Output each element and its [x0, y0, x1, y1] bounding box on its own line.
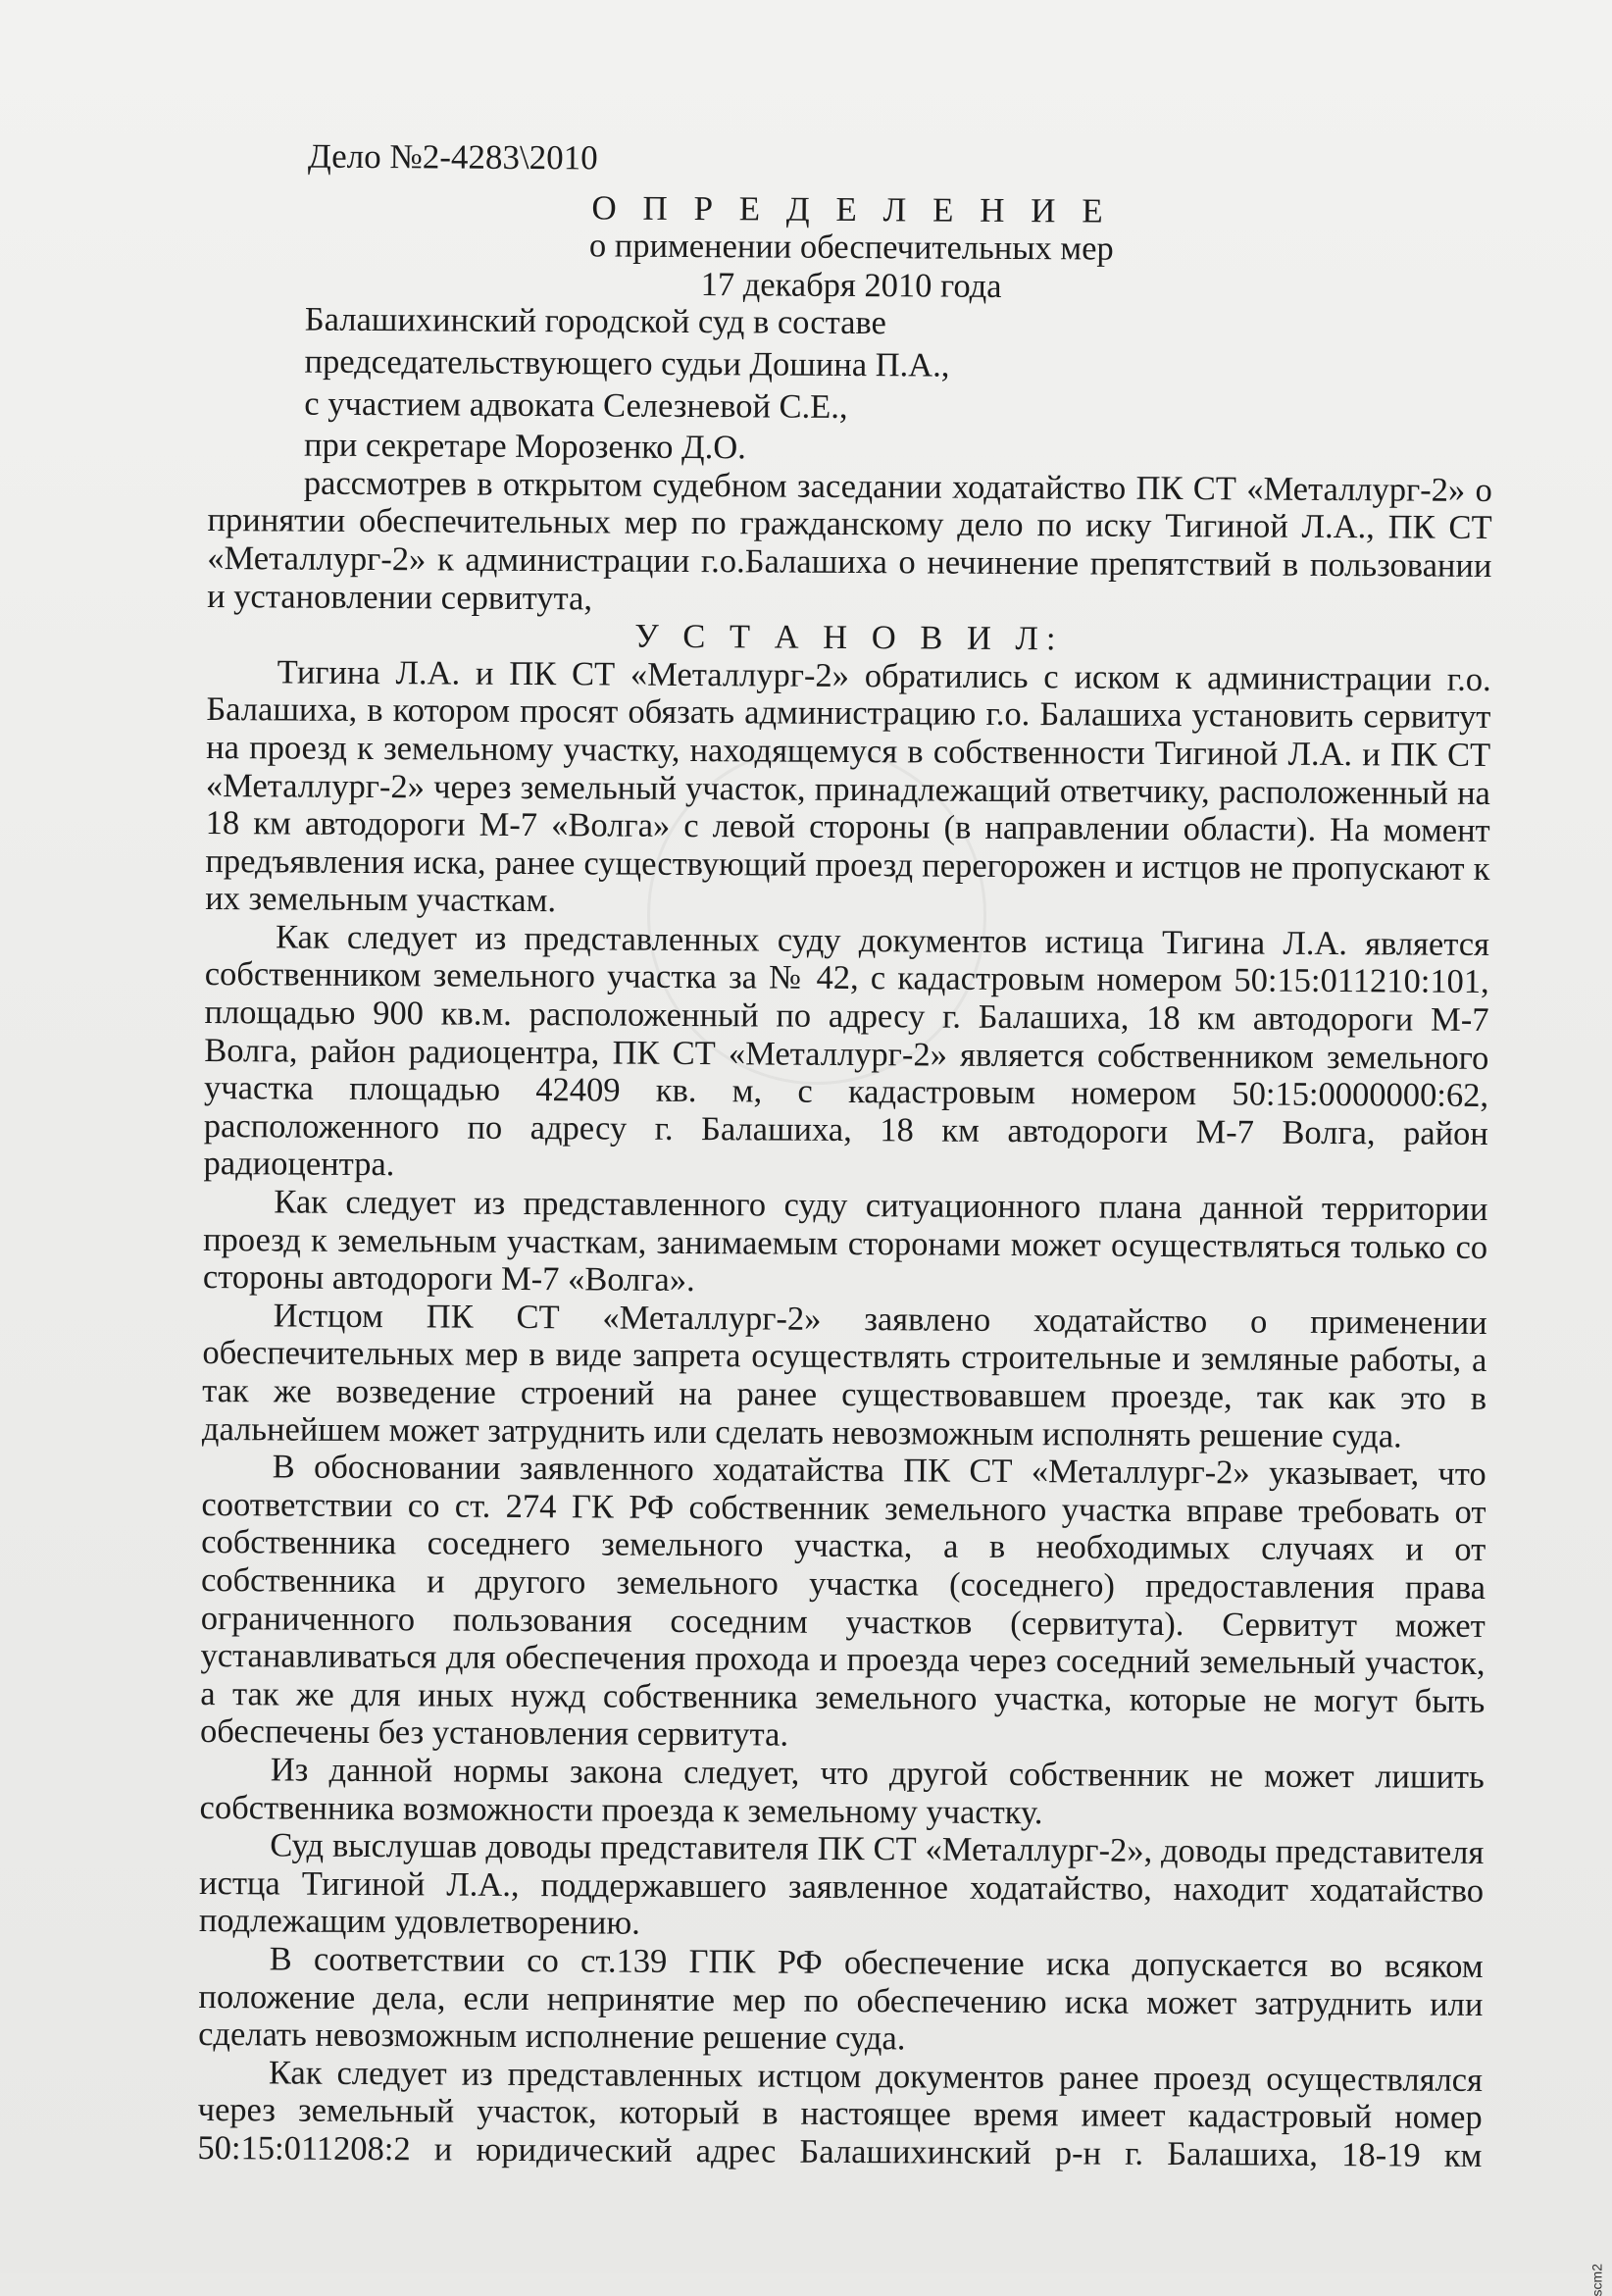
paragraph: Как следует из представленного суду ситуационного плана данной территории проезд к земельным участкам, занимаемым сторонами может осуществляться только со стороны автодороги М-7 «Волга». — [202, 1183, 1488, 1300]
paragraph: Суд выслушав доводы представителя ПК СТ «Металлург-2», доводы представителя истца Тигиной Л.А., поддержавшего заявленное ходатайство, находит ходатайство подлежащим удовлетворению. — [198, 1826, 1485, 1943]
document-subtitle: о применении обеспечительных мер — [588, 227, 1114, 268]
attorney-line: с участием адвоката Селезневой С.Е., — [304, 384, 848, 426]
court-composition-line: Балашихинский городской суд в составе — [304, 300, 887, 342]
secretary-line: при секретаре Морозенко Д.О. — [303, 426, 746, 467]
paragraph: В обосновании заявленного ходатайства ПК СТ «Металлург-2» указывает, что соответствии со ст. 274 ГК РФ собственник земельного участка вправе требовать от собственника соседнего земельного участка, а в необходимых случаях и от собственника и другого земельного участка (соседнего) предоставления права ограниченного пользования соседним участков (сервитута). Сервитут может устанавливаться для обеспечения прохода и проезда через соседний земельный участок, а так же для иных нужд собственника земельного участка, которые не могут быть обеспечены без установления сервитута. — [199, 1448, 1486, 1754]
document-date: 17 декабря 2010 года — [700, 265, 1002, 305]
paragraph: Тигина Л.А. и ПК СТ «Металлург-2» обратились с иском к администрации г.о. Балашиха, в котором просят обязать администрацию г.о. Балашиха установить сервитут на проезд к земельному участку, находящемуся в собственности Тигиной Л.А. и ПК СТ «Металлург-2» через земельный участок, принадлежащий ответчику, расположенный на 18 км автодороги М-7 «Волга» с левой стороны (в направлении области). На момент предъявления иска, ранее существующий проезд перегорожен и истцов не пропускают к их земельным участкам. — [205, 653, 1491, 920]
paragraph: Истцом ПК СТ «Металлург-2» заявлено ходатайство о применении обеспечительных мер в виде запрета осуществлять строительные и земляные работы, а так же возведение строений на ранее существовавшем проезде, так как это в дальнейшем может затруднить или сделать невозможным исполнять решение суда. — [201, 1297, 1487, 1455]
paragraph: Как следует из представленных истцом документов ранее проезд осуществлялся через земельный участок, который в настоящее время имеет кадастровый номер 50:15:011208:2 и юридический адрес Балашихинский р-н г. Балашиха, 18-19 км — [197, 2054, 1484, 2174]
paragraph: В соответствии со ст.139 ГПК РФ обеспечение иска допускается во всяком положение дела, если непринятие мер по обеспечению иска может затруднить или сделать невозможным исполнение решение суда. — [198, 1940, 1484, 2058]
scan-watermark-label: scm2 — [1588, 2264, 1604, 2296]
paragraph: Из данной нормы закона следует, что другой собственник не может лишить собственника возможности проезда к земельному участку. — [199, 1751, 1485, 1831]
intro-paragraph: рассмотрев в открытом судебном заседании ходатайство ПК СТ «Металлург-2» о принятии обеспечительных мер по гражданскому дело по иску Тигиной Л.А., ПК СТ «Металлург-2» к администрации г.о.Балашиха о нечинение препятствий в пользовании и установлении сервитута, — [207, 464, 1492, 617]
document-body — [197, 137, 1494, 2174]
section-heading: У С Т А Н О В И Л: — [634, 617, 1064, 658]
presiding-judge-line: председательствующего судьи Дошина П.А., — [304, 342, 950, 384]
document-title: О П Р Е Д Е Л Е Н И Е — [591, 187, 1112, 230]
paragraph: Как следует из представленных суду документов истица Тигина Л.А. является собственником земельного участка за № 42, с кадастровым номером 50:15:011210:101, площадью 900 кв.м. расположенный по адресу г. Балашиха, 18 км автодороги М-7 Волга, район радиоцентра, ПК СТ «Металлург-2» является собственником земельного участка площадью 42409 кв. м, с кадастровым номером 50:15:0000000:62, расположенного по адресу г. Балашиха, 18 км автодороги М-7 Волга, район радиоцентра. — [203, 918, 1490, 1184]
case-number: Дело №2-4283\2010 — [307, 136, 598, 178]
